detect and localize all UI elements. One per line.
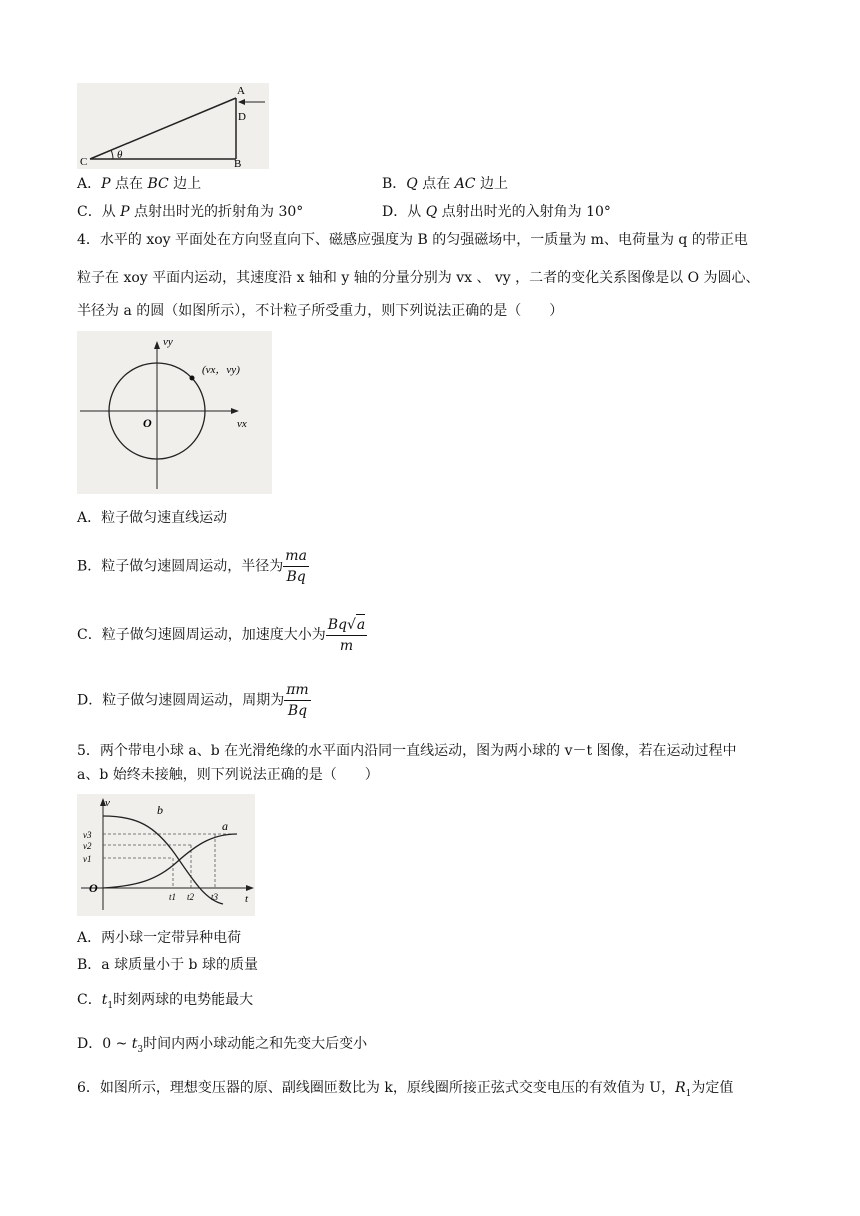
q3-option-a: A．P 点在 BC 边上 <box>77 176 202 192</box>
velocity-circle-figure <box>77 331 272 494</box>
label-vx: vx <box>237 418 247 430</box>
q3-option-c: C．从 P 点射出时光的折射角为 30° <box>77 204 304 220</box>
label-point: (vx，vy) <box>202 364 240 376</box>
q5-option-b: B．a 球质量小于 b 球的质量 <box>77 957 258 973</box>
q5-option-d: D．0 ~ $t_3$时间内两小球动能之和先变大后变小 <box>77 1036 368 1055</box>
label-v: v <box>105 797 110 809</box>
q5-stem-line-1: 5．两个带电小球 a、b 在光滑绝缘的水平面内沿同一直线运动，图为两小球的 v－t 图像，若在运动过程中 <box>77 743 737 759</box>
label-curve-b: b <box>157 803 163 817</box>
q3-option-d: D．从 Q 点射出时光的入射角为 10° <box>382 204 611 220</box>
q4-stem-line-1: 4．水平的 xoy 平面处在方向竖直向下、磁感应强度为 B 的匀强磁场中，一质量为 m、电荷量为 q 的带正电 <box>77 232 748 248</box>
label-b-visible: B <box>234 158 242 169</box>
label-curve-a: a <box>222 819 228 833</box>
q4-stem-line-2: 粒子在 xoy 平面内运动，其速度沿 x 轴和 y 轴的分量分别为 vx 、 vy ，二者的变化关系图像是以 O 为圆心、 <box>77 270 760 286</box>
q3-option-b: B．Q 点在 AC 边上 <box>382 176 508 192</box>
label-vy: vy <box>163 336 173 348</box>
label-t2: t2 <box>187 892 195 902</box>
label-o: O <box>89 881 98 895</box>
label-t3: t3 <box>211 892 219 902</box>
q4-option-b: B．粒子做匀速圆周运动，半径为 $\frac{ma}{Bq}$ <box>77 548 307 585</box>
fraction-ma-bq: $\frac{ma}{Bq}$ <box>285 548 307 585</box>
q4-stem-line-3: 半径为 a 的圆（如图所示），不计粒子所受重力，则下列说法正确的是（ ） <box>77 303 564 319</box>
fraction-pim-bq: $\frac{\pi m}{Bq}$ <box>286 682 309 719</box>
label-a: A <box>237 85 245 97</box>
label-t: t <box>245 893 249 905</box>
v-t-graph-figure <box>77 794 255 916</box>
q4-option-c: C．粒子做匀速圆周运动，加速度大小为 $\frac{Bq√a}{m}$ <box>77 614 367 656</box>
q5-stem-line-2: a、b 始终未接触，则下列说法正确的是（ ） <box>77 767 379 783</box>
triangle-figure <box>77 83 269 169</box>
label-d: D <box>238 111 246 123</box>
label-v2: v2 <box>83 841 92 851</box>
label-v1: v1 <box>83 854 92 864</box>
q6-stem-line-1: 6．如图所示，理想变压器的原、副线圈匝数比为 k，原线圈所接正弦式交变电压的有效值为 U，$R_1$为定值 <box>77 1080 734 1099</box>
q4-option-a: A．粒子做匀速直线运动 <box>77 510 228 526</box>
fraction-bq-sqrt-a-m: $\frac{Bq√a}{m}$ <box>326 614 368 656</box>
label-origin: O <box>143 416 152 430</box>
label-v3: v3 <box>83 830 92 840</box>
label-theta: θ <box>117 149 123 161</box>
q5-option-a: A．两小球一定带异种电荷 <box>77 930 242 946</box>
label-c: C <box>80 156 88 168</box>
q4-option-d: D．粒子做匀速圆周运动，周期为 $\frac{\pi m}{Bq}$ <box>77 682 309 719</box>
label-t1: t1 <box>169 892 177 902</box>
q5-option-c: C．$t_1$时刻两球的电势能最大 <box>77 992 254 1011</box>
